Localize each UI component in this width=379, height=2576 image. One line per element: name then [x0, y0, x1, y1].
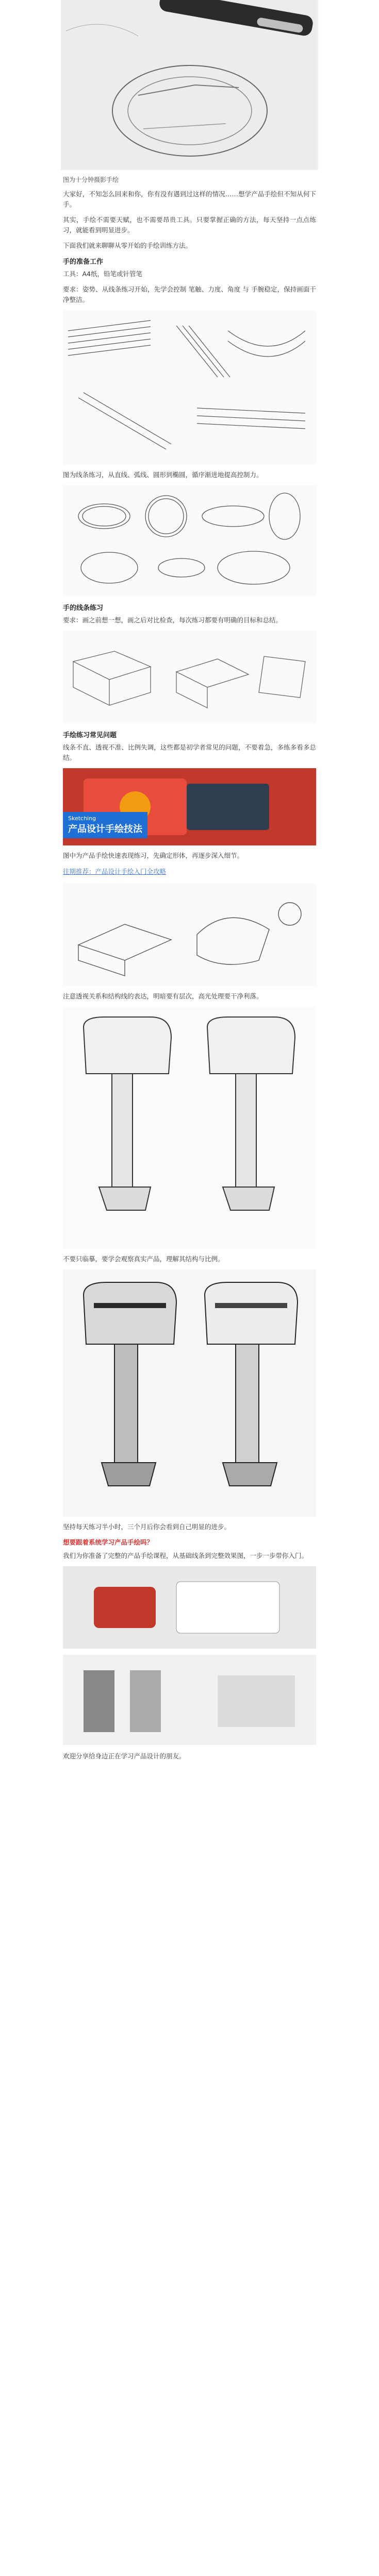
section-2-body: 图为线条练习，从直线、弧线、圆形到椭圆，循序渐进地提高控制力。 [63, 471, 263, 479]
shapes-sketch-drawing [63, 631, 316, 723]
ellipse-practice-image [63, 485, 316, 596]
section-1-body: 要求：姿势、从线条练习开始，先学会控制 笔触、力度、角度 与 手腕稳定，保持画面干净整洁。 [63, 285, 316, 303]
product-sketch-image-1 [63, 883, 316, 986]
section-10-footer: 欢迎分享给身边正在学习产品设计的朋友。 [63, 1752, 186, 1760]
hero-sketch-image [61, 0, 318, 170]
banner-title: 产品设计手绘技法 [68, 824, 142, 835]
line-practice-drawing [63, 310, 316, 465]
book-banner-label [63, 812, 147, 838]
line-practice-image [63, 310, 316, 465]
section-6-body: 图中为产品手绘快速表现练习，先确定形体，再逐步深入细节。 [63, 852, 244, 859]
recommend-link[interactable]: 往期推荐：产品设计手绘入门全攻略 [63, 868, 167, 875]
section-10-title: 想要跟着系统学习产品手绘吗？ [63, 1538, 154, 1546]
ellipse-practice-drawing [63, 485, 316, 596]
section-1-title: 手的准备工作 [63, 258, 104, 266]
promo-image-1 [63, 1566, 316, 1649]
motor-render-image [63, 1269, 316, 1517]
section-8-body: 不要只临摹，要学会观察真实产品，理解其结构与比例。 [63, 1255, 224, 1263]
pen-sketch-illustration [61, 0, 316, 170]
outboard-motor-renders [63, 1269, 316, 1517]
product-sketch-drawing-1 [63, 883, 316, 986]
section-3-body: 要求：画之前想一想，画之后对比检查，每次练习都要有明确的目标和总结。 [63, 616, 283, 624]
section-9-body: 坚持每天练习半小时，三个月后你会看到自己明显的进步。 [63, 1523, 231, 1531]
banner-subtitle: Sketching [68, 815, 96, 822]
motor-sketch-image-1 [63, 1007, 316, 1249]
intro-paragraph-1: 大家好，不知怎么回来和你，你有没有遇到过这样的情况……想学产品手绘但不知从何下手。 [63, 190, 316, 208]
section-2-title: 手的线条练习 [63, 604, 104, 612]
section-5-body: 线条不直、透视不准、比例失调，这些都是初学者常见的问题，不要着急，多练多看多总结。 [63, 743, 316, 761]
section-7-body: 注意透视关系和结构线的表达，明暗要有层次，高光处理要干净利落。 [63, 992, 263, 1000]
shapes-sketch-image [63, 631, 316, 723]
promo-image-2 [63, 1655, 316, 1745]
intro-paragraph-2: 其实，手绘不需要天赋，也不需要昂贵工具。只要掌握正确的方法，每天坚持一点点练习，就能看到明显进步。 [63, 216, 316, 234]
section-10-body: 我们为你准备了完整的产品手绘课程，从基础线条到完整效果图，一步一步带你入门。 [63, 1552, 308, 1560]
intro-paragraph-3: 下面我们就来聊聊从零开始的手绘训练方法。 [63, 242, 192, 249]
book-banner-image [63, 768, 316, 845]
section-1-sub: 工具：A4纸，铅笔或针管笔 [63, 270, 143, 278]
hero-caption: 图为十分钟摄影手绘 [63, 176, 119, 183]
promo-drawing-2 [63, 1655, 316, 1745]
outboard-motor-sketches [63, 1007, 316, 1249]
promo-drawing-1 [63, 1566, 316, 1649]
section-4-title: 手绘练习常见问题 [63, 732, 117, 739]
